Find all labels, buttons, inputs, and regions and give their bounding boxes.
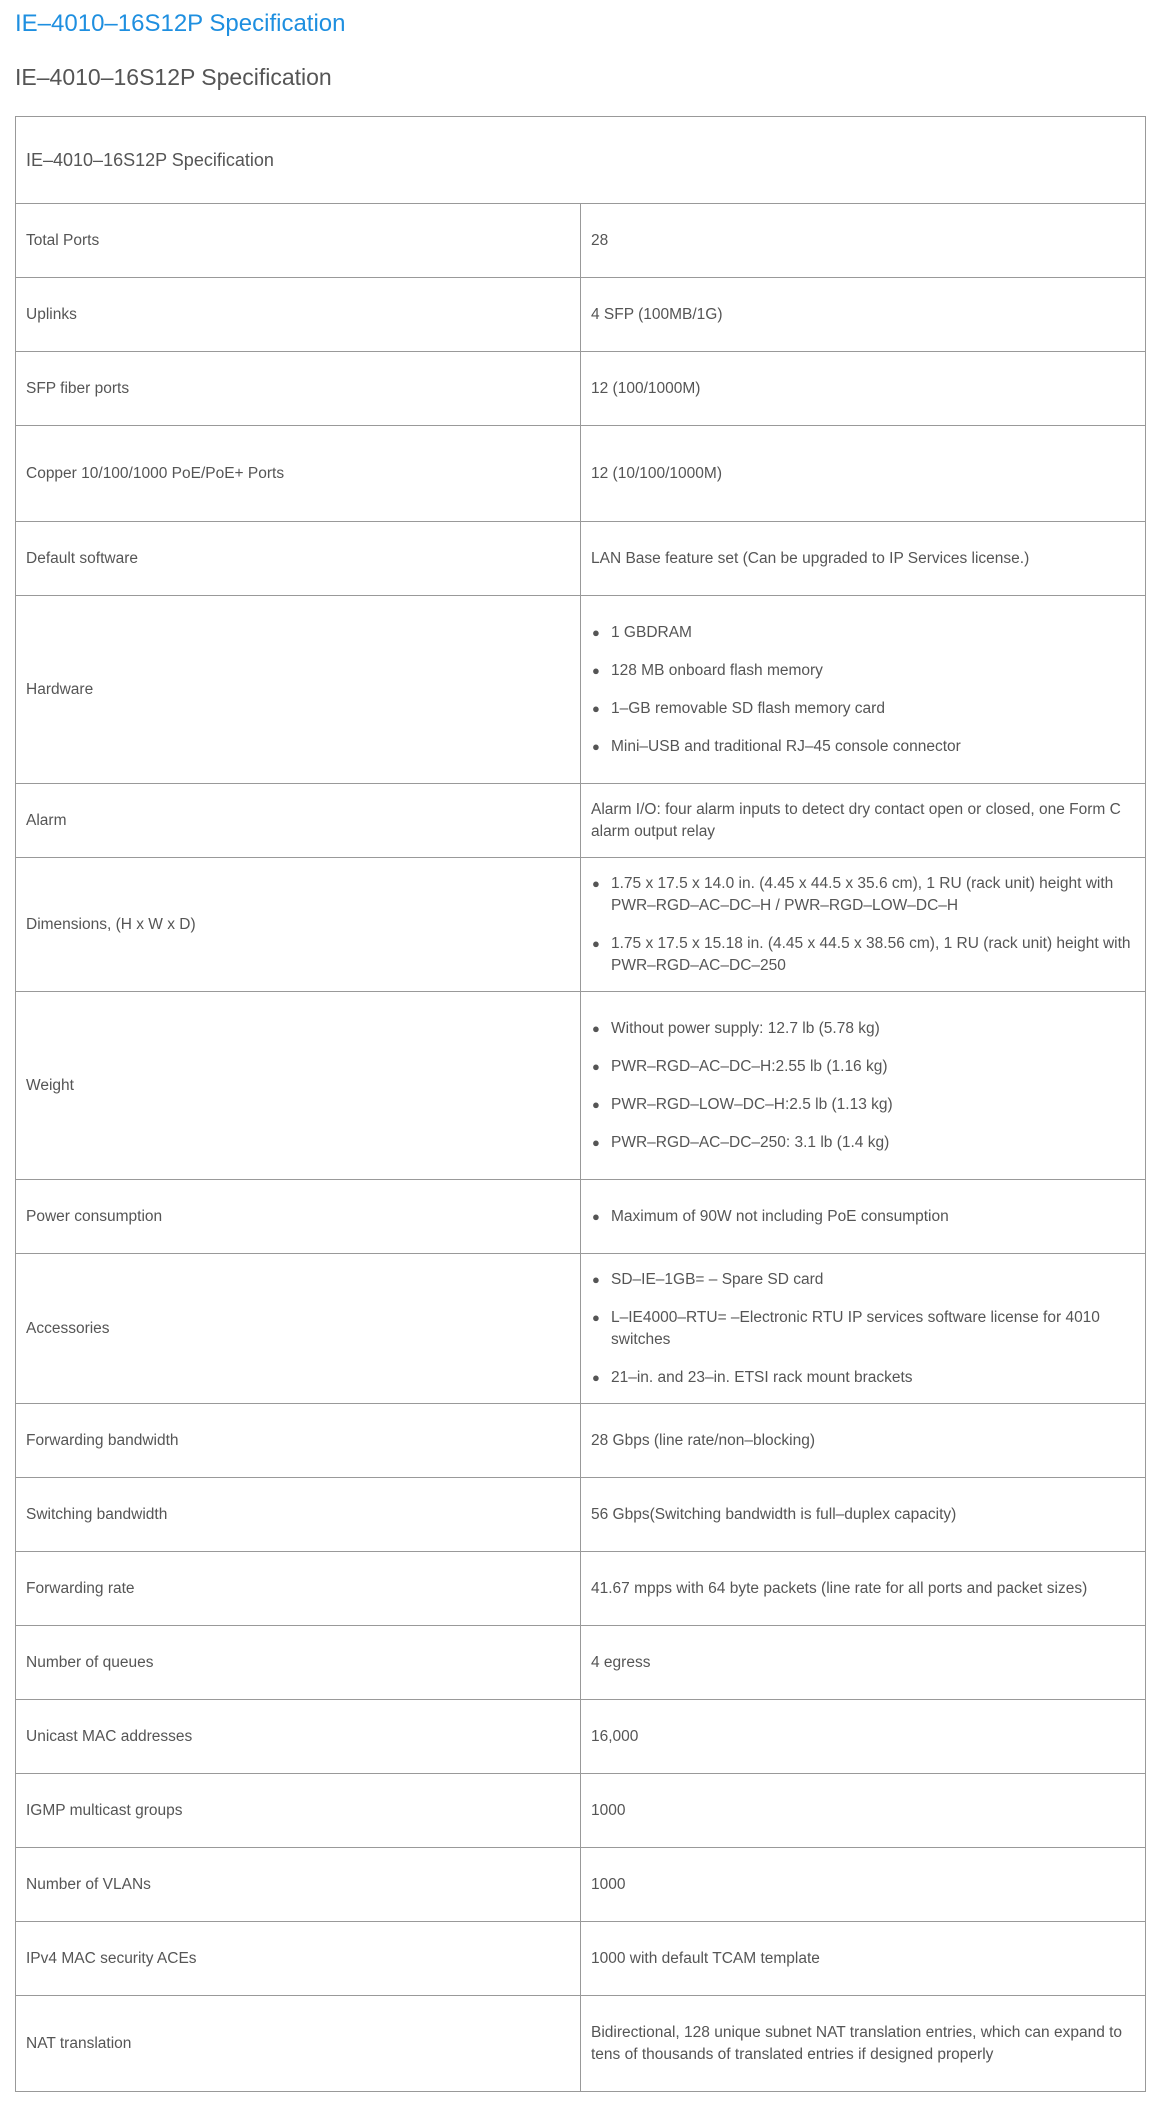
bullet-icon: ● (592, 1058, 600, 1074)
list-item (591, 660, 1135, 682)
table-row (16, 1922, 1146, 1996)
list-item (591, 933, 1135, 977)
list-item (591, 1206, 1135, 1228)
spec-label: Switching bandwidth (16, 1478, 581, 1552)
bullet-icon: ● (592, 662, 600, 678)
bullet-text: 1 GBDRAM (611, 623, 692, 641)
list-item (591, 1132, 1135, 1154)
spec-label: Power consumption (16, 1180, 581, 1254)
spec-label: Forwarding rate (16, 1552, 581, 1626)
table-row (16, 426, 1146, 522)
spec-value (581, 992, 1146, 1180)
table-row (16, 1404, 1146, 1478)
list-item (591, 1094, 1135, 1116)
table-row (16, 1254, 1146, 1404)
list-item (591, 1367, 1135, 1389)
table-row (16, 1996, 1146, 2092)
table-row (16, 522, 1146, 596)
spec-value: 1000 (581, 1848, 1146, 1922)
bullet-icon: ● (592, 700, 600, 716)
page-title-link[interactable]: IE–4010–16S12P Specification (15, 10, 346, 37)
spec-label: Number of queues (16, 1626, 581, 1700)
spec-label: IGMP multicast groups (16, 1774, 581, 1848)
list-item (591, 1269, 1135, 1291)
table-row (16, 1478, 1146, 1552)
table-caption-row (16, 117, 1146, 204)
spec-label: Alarm (16, 784, 581, 858)
table-row (16, 992, 1146, 1180)
spec-label: Weight (16, 992, 581, 1180)
spec-label: Accessories (16, 1254, 581, 1404)
bullet-text: Mini–USB and traditional RJ–45 console connector (611, 737, 961, 755)
spec-bullet-list (591, 873, 1135, 977)
spec-label: Unicast MAC addresses (16, 1700, 581, 1774)
spec-value: 28 Gbps (line rate/non–blocking) (581, 1404, 1146, 1478)
list-item (591, 1056, 1135, 1078)
table-row (16, 858, 1146, 992)
table-row (16, 204, 1146, 278)
spec-value (581, 596, 1146, 784)
table-row (16, 1626, 1146, 1700)
bullet-icon: ● (592, 738, 600, 754)
spec-value: 1000 with default TCAM template (581, 1922, 1146, 1996)
spec-value (581, 858, 1146, 992)
bullet-icon: ● (592, 875, 600, 891)
list-item (591, 1307, 1135, 1351)
spec-bullet-list (591, 1018, 1135, 1154)
list-item (591, 698, 1135, 720)
list-item (591, 1018, 1135, 1040)
table-row (16, 596, 1146, 784)
spec-value (581, 1180, 1146, 1254)
bullet-icon: ● (592, 1369, 600, 1385)
spec-label: IPv4 MAC security ACEs (16, 1922, 581, 1996)
table-row (16, 784, 1146, 858)
spec-value: 41.67 mpps with 64 byte packets (line rate for all ports and packet sizes) (581, 1552, 1146, 1626)
spec-value: 4 egress (581, 1626, 1146, 1700)
spec-label: Hardware (16, 596, 581, 784)
bullet-text: 21–in. and 23–in. ETSI rack mount brackets (611, 1368, 913, 1386)
spec-label: Copper 10/100/1000 PoE/PoE+ Ports (16, 426, 581, 522)
spec-bullet-list (591, 622, 1135, 758)
bullet-text: SD–IE–1GB= – Spare SD card (611, 1270, 824, 1288)
spec-value: 28 (581, 204, 1146, 278)
bullet-text: Without power supply: 12.7 lb (5.78 kg) (611, 1019, 880, 1037)
spec-value: 56 Gbps(Switching bandwidth is full–duplex capacity) (581, 1478, 1146, 1552)
table-row (16, 352, 1146, 426)
spec-label: Uplinks (16, 278, 581, 352)
table-row (16, 278, 1146, 352)
bullet-text: 128 MB onboard flash memory (611, 661, 823, 679)
spec-value: LAN Base feature set (Can be upgraded to IP Services license.) (581, 522, 1146, 596)
spec-value: 1000 (581, 1774, 1146, 1848)
bullet-icon: ● (592, 624, 600, 640)
spec-value: 4 SFP (100MB/1G) (581, 278, 1146, 352)
spec-value: 12 (10/100/1000M) (581, 426, 1146, 522)
table-row (16, 1552, 1146, 1626)
bullet-text: L–IE4000–RTU= –Electronic RTU IP services software license for 4010 switches (611, 1308, 1100, 1348)
spec-value (581, 1254, 1146, 1404)
list-item (591, 736, 1135, 758)
list-item (591, 873, 1135, 917)
bullet-text: Maximum of 90W not including PoE consumption (611, 1207, 949, 1225)
bullet-text: 1–GB removable SD flash memory card (611, 699, 885, 717)
table-row (16, 1700, 1146, 1774)
bullet-text: PWR–RGD–AC–DC–250: 3.1 lb (1.4 kg) (611, 1133, 890, 1151)
bullet-icon: ● (592, 1134, 600, 1150)
table-caption: IE–4010–16S12P Specification (16, 117, 1146, 204)
spec-label: Forwarding bandwidth (16, 1404, 581, 1478)
bullet-icon: ● (592, 935, 600, 951)
bullet-icon: ● (592, 1020, 600, 1036)
bullet-text: PWR–RGD–LOW–DC–H:2.5 lb (1.13 kg) (611, 1095, 893, 1113)
spec-bullet-list (591, 1206, 1135, 1228)
spec-value: Alarm I/O: four alarm inputs to detect dry contact open or closed, one Form C alarm output relay (581, 784, 1146, 858)
page-subtitle: IE–4010–16S12P Specification (15, 64, 332, 90)
spec-value: 16,000 (581, 1700, 1146, 1774)
spec-label: Total Ports (16, 204, 581, 278)
spec-label: Number of VLANs (16, 1848, 581, 1922)
table-row (16, 1848, 1146, 1922)
spec-bullet-list (591, 1269, 1135, 1389)
bullet-icon: ● (592, 1208, 600, 1224)
bullet-icon: ● (592, 1271, 600, 1287)
spec-value: Bidirectional, 128 unique subnet NAT translation entries, which can expand to tens of thousands of translated entries if designed properly (581, 1996, 1146, 2092)
bullet-text: PWR–RGD–AC–DC–H:2.55 lb (1.16 kg) (611, 1057, 888, 1075)
spec-table (15, 116, 1146, 2092)
bullet-text: 1.75 x 17.5 x 14.0 in. (4.45 x 44.5 x 35.6 cm), 1 RU (rack unit) height with PWR–RGD–AC–DC–H / PWR–RGD–LOW–DC–H (611, 874, 1114, 914)
spec-value: 12 (100/1000M) (581, 352, 1146, 426)
spec-label: Default software (16, 522, 581, 596)
spec-label: SFP fiber ports (16, 352, 581, 426)
bullet-icon: ● (592, 1096, 600, 1112)
spec-label: NAT translation (16, 1996, 581, 2092)
list-item (591, 622, 1135, 644)
table-row (16, 1180, 1146, 1254)
bullet-text: 1.75 x 17.5 x 15.18 in. (4.45 x 44.5 x 38.56 cm), 1 RU (rack unit) height with PWR–RGD–AC–DC–250 (611, 934, 1131, 974)
table-row (16, 1774, 1146, 1848)
bullet-icon: ● (592, 1309, 600, 1325)
spec-label: Dimensions, (H x W x D) (16, 858, 581, 992)
